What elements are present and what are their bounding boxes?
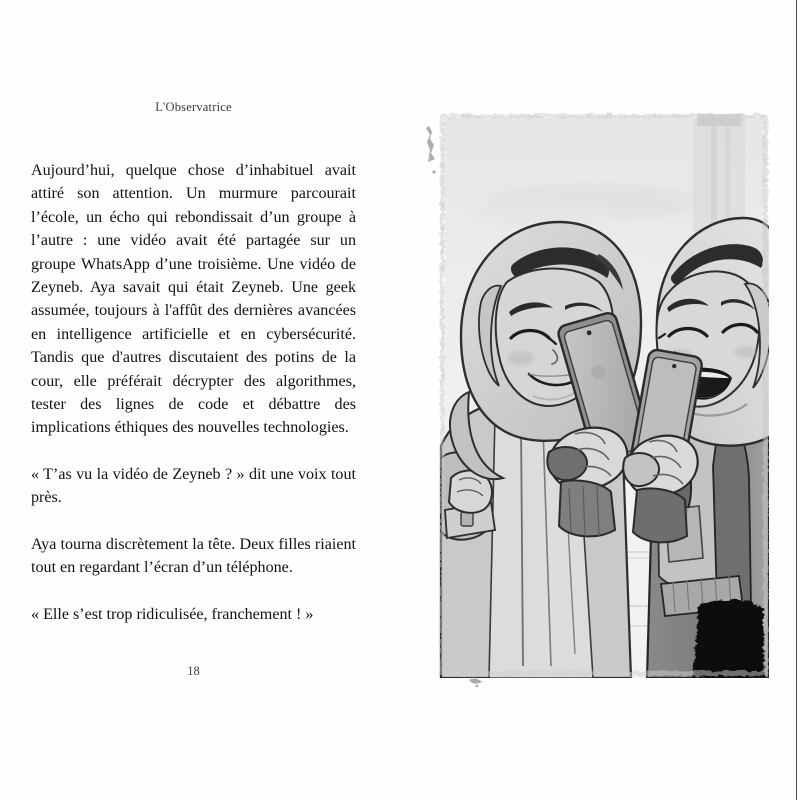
paragraph: « Elle s’est trop ridiculisée, franchement ! »: [31, 605, 314, 623]
paragraph: Aujourd’hui, quelque chose d’inhabituel avait attiré son attention. Un murmure parcourait l’école, un écho qui rebondissait d’un groupe à l’autre : une vidéo avait été partagée sur un groupe WhatsApp d’une troisième. Une vidéo de Zeyneb. Aya savait qui était Zeyneb. Une geek assumée, toujours à l'affût des dernières avancées en intelligence artificielle et en cybersécurité. Tandis que d'autres discutaient des potins de la cour, elle préférait décrypter des algorithmes, tester des lignes de code et débattre des implications éthiques des nouvelles technologies.: [31, 162, 356, 437]
page-edge-rule: [796, 0, 797, 800]
paragraph: « T’as vu la vidéo de Zeyneb ? » dit une voix tout près.: [31, 465, 356, 507]
paragraph: Aya tourna discrètement la tête. Deux filles riaient tout en regardant l’écran d’un téléphone.: [31, 535, 356, 577]
text-column: [31, 100, 356, 626]
illustration: [425, 106, 783, 688]
running-head: L'Observatrice: [155, 100, 232, 114]
page-number: 18: [187, 664, 200, 678]
